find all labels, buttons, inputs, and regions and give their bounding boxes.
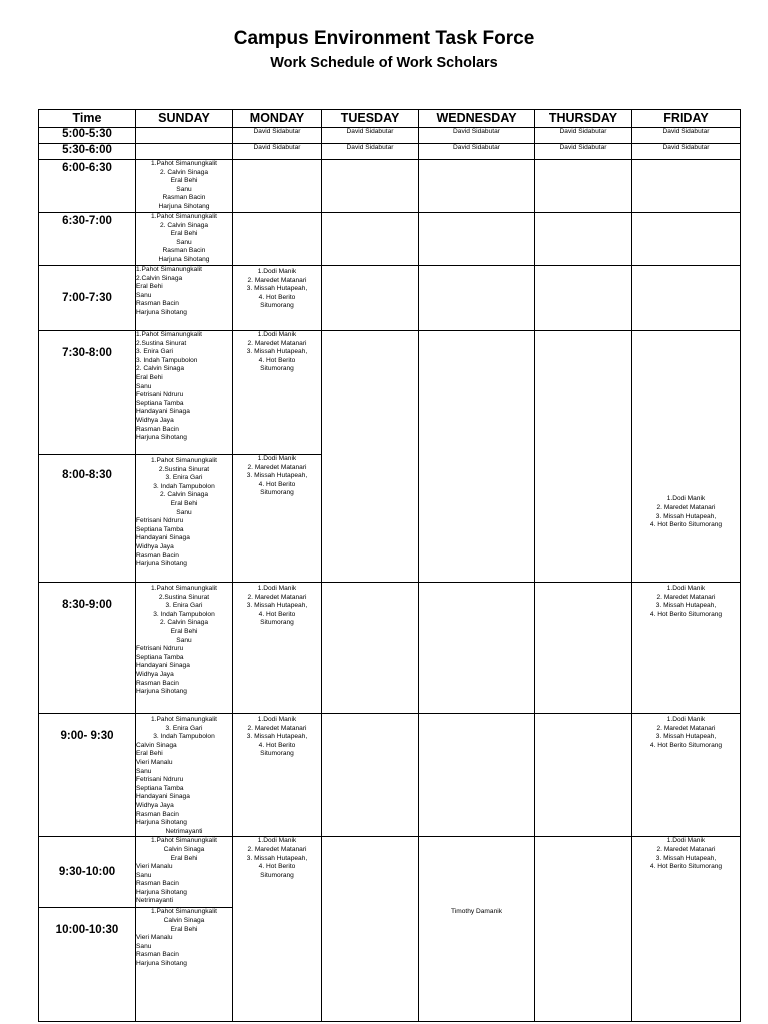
schedule-cell [535, 837, 632, 1022]
header-row [39, 110, 741, 128]
schedule-cell: 1.Dodi Manik 2. Maredet Matanari 3. Missah Hutapeah, 4. Hot Berito Situmorang [233, 714, 322, 837]
schedule-cell [535, 213, 632, 266]
schedule-cell [322, 266, 419, 331]
schedule-cell [136, 144, 233, 160]
schedule-cell [419, 714, 535, 837]
schedule-cell [233, 160, 322, 213]
schedule-cell: 1.Pahot Simanungkalit 2.Calvin Sinaga Eral Behi Sanu Rasman Bacin Harjuna Sihotang [136, 266, 233, 331]
schedule-cell: 1.Dodi Manik 2. Maredet Matanari 3. Missah Hutapeah, 4. Hot Berito Situmorang [632, 331, 741, 583]
table-row [39, 128, 741, 144]
schedule-cell: David Sidabutar [535, 144, 632, 160]
header-wednesday: WEDNESDAY [419, 110, 535, 128]
sunday-names-centered: 1.Pahot Simanungkalit 2.Sustina Sinurat 3. Enira Gari 3. Indah Tampubolon 2. Calvin Sinaga Eral Behi Sanu [151, 457, 217, 516]
schedule-cell [136, 128, 233, 144]
schedule-cell [322, 160, 419, 213]
schedule-cell: 1.Pahot Simanungkalit 2.Sustina Sinurat 3. Enira Gari 3. Indah Tampubolon 2. Calvin Sinaga Eral Behi Sanu Fetrisani Ndruru Septiana Tamba Handayani Sinaga Widhya Jaya Rasman Bacin Harjuna Sihotang [136, 331, 233, 455]
time-cell: 10:00-10:30 [39, 908, 136, 1022]
table-row [39, 714, 741, 837]
schedule-cell [322, 213, 419, 266]
sunday-names-left: Fetrisani Ndruru Septiana Tamba Handayani Sinaga Widhya Jaya Rasman Bacin Harjuna Sihotang [136, 517, 190, 568]
table-row [39, 266, 741, 331]
schedule-cell: David Sidabutar [632, 128, 741, 144]
schedule-cell: David Sidabutar [632, 144, 741, 160]
schedule-cell: 1.Pahot Simanungkalit Calvin Sinaga Eral Behi Vieri Manalu Sanu Rasman Bacin Harjuna Sihotang [136, 908, 233, 1022]
header-monday: MONDAY [233, 110, 322, 128]
schedule-cell: 1.Pahot Simanungkalit 2. Calvin Sinaga Eral Behi Sanu Rasman Bacin Harjuna Sihotang [136, 160, 233, 213]
schedule-cell: 1.Dodi Manik 2. Maredet Matanari 3. Missah Hutapeah, 4. Hot Berito Situmorang [233, 331, 322, 455]
schedule-cell: David Sidabutar [233, 128, 322, 144]
table-row [39, 837, 741, 908]
schedule-cell: David Sidabutar [233, 144, 322, 160]
schedule-cell: 1.Dodi Manik 2. Maredet Matanari 3. Missah Hutapeah, 4. Hot Berito Situmorang [632, 837, 741, 1022]
header-sunday: SUNDAY [136, 110, 233, 128]
schedule-cell [419, 331, 535, 583]
schedule-cell [419, 266, 535, 331]
schedule-cell [322, 583, 419, 714]
schedule-cell: Timothy Damanik [419, 837, 535, 1022]
schedule-cell: 1.Dodi Manik 2. Maredet Matanari 3. Missah Hutapeah, 4. Hot Berito Situmorang [632, 714, 741, 837]
document-title: Campus Environment Task Force [233, 28, 535, 49]
schedule-cell [535, 160, 632, 213]
schedule-cell: 1.Dodi Manik 2. Maredet Matanari 3. Missah Hutapeah, 4. Hot Berito Situmorang [233, 266, 322, 331]
time-cell: 7:30-8:00 [39, 331, 136, 455]
time-cell: 8:30-9:00 [39, 583, 136, 714]
header-friday: FRIDAY [632, 110, 741, 128]
header-tuesday: TUESDAY [322, 110, 419, 128]
time-cell: 6:30-7:00 [39, 213, 136, 266]
table-row [39, 160, 741, 213]
schedule-cell [419, 583, 535, 714]
schedule-cell: 1.Dodi Manik 2. Maredet Matanari 3. Missah Hutapeah, 4. Hot Berito Situmorang [233, 583, 322, 714]
table-row [39, 144, 741, 160]
table-row [39, 331, 741, 455]
schedule-cell: 1.Dodi Manik 2. Maredet Matanari 3. Missah Hutapeah, 4. Hot Berito Situmorang [632, 583, 741, 714]
schedule-cell [535, 266, 632, 331]
table-row [39, 213, 741, 266]
time-cell: 8:00-8:30 [39, 455, 136, 583]
schedule-cell [535, 583, 632, 714]
header-thursday: THURSDAY [535, 110, 632, 128]
time-cell: 5:00-5:30 [39, 128, 136, 144]
schedule-cell [632, 266, 741, 331]
schedule-cell: David Sidabutar [419, 144, 535, 160]
schedule-cell: 1.Dodi Manik 2. Maredet Matanari 3. Missah Hutapeah, 4. Hot Berito Situmorang [233, 837, 322, 1022]
schedule-cell: David Sidabutar [535, 128, 632, 144]
time-cell: 9:30-10:00 [39, 837, 136, 908]
table-row [39, 583, 741, 714]
schedule-cell [322, 331, 419, 583]
schedule-cell: 1.Pahot Simanungkalit 2.Sustina Sinurat 3. Enira Gari 3. Indah Tampubolon 2. Calvin Sinaga Eral Behi Sanu Fetrisani Ndruru Septiana Tamba Handayani Sinaga Widhya Jaya Rasman Bacin Harjuna Sihotang [136, 583, 233, 714]
schedule-table [38, 109, 741, 1022]
schedule-cell [233, 213, 322, 266]
schedule-cell [632, 160, 741, 213]
document-subtitle: Work Schedule of Work Scholars [270, 55, 498, 71]
time-cell: 5:30-6:00 [39, 144, 136, 160]
schedule-cell [535, 331, 632, 583]
schedule-cell: 1.Pahot Simanungkalit 3. Enira Gari 3. Indah Tampubolon Calvin Sinaga Eral Behi Vieri Manalu Sanu Fetrisani Ndruru Septiana Tamba Handayani Sinaga Widhya Jaya Rasman Bacin Harjuna Sihotang Netrimayanti [136, 714, 233, 837]
schedule-cell [419, 160, 535, 213]
schedule-cell [322, 714, 419, 837]
time-cell: 7:00-7:30 [39, 266, 136, 331]
schedule-cell: 1.Pahot Simanungkalit Calvin Sinaga Eral Behi Vieri Manalu Sanu Rasman Bacin Harjuna Sihotang Netrimayanti [136, 837, 233, 908]
schedule-cell: David Sidabutar [322, 128, 419, 144]
time-cell: 6:00-6:30 [39, 160, 136, 213]
schedule-cell [322, 837, 419, 1022]
schedule-cell [632, 213, 741, 266]
schedule-cell: 1.Pahot Simanungkalit 2. Calvin Sinaga Eral Behi Sanu Rasman Bacin Harjuna Sihotang [136, 213, 233, 266]
schedule-cell: 1.Dodi Manik 2. Maredet Matanari 3. Missah Hutapeah, 4. Hot Berito Situmorang [233, 455, 322, 583]
schedule-cell: David Sidabutar [419, 128, 535, 144]
schedule-cell [419, 213, 535, 266]
schedule-cell [136, 455, 233, 583]
header-time: Time [39, 110, 136, 128]
schedule-cell [535, 714, 632, 837]
time-cell: 9:00- 9:30 [39, 714, 136, 837]
schedule-cell: David Sidabutar [322, 144, 419, 160]
